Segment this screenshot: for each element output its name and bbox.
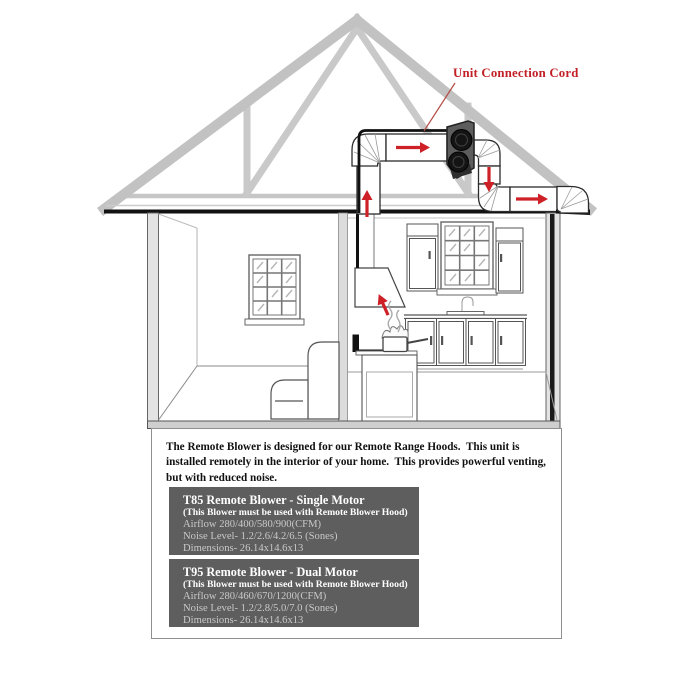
motor-top <box>451 130 472 151</box>
unit-connection-cord-label: Unit Connection Cord <box>453 66 579 80</box>
upper-cabinet-right <box>496 228 523 293</box>
wall-outlet <box>353 335 360 353</box>
sink-counter <box>404 297 527 319</box>
upper-cabinet-left <box>407 224 438 291</box>
product-info-box <box>151 428 562 639</box>
t85-note: (This Blower must be used with Remote Blower Hood) <box>183 507 408 518</box>
range-hood <box>355 214 405 307</box>
living-room <box>159 214 340 420</box>
roof-truss <box>104 20 590 209</box>
t95-note: (This Blower must be used with Remote Blower Hood) <box>183 579 408 590</box>
t85-title: T85 Remote Blower - Single Motor <box>183 493 365 507</box>
remote-blower-unit <box>447 121 474 179</box>
t95-dimensions: Dimensions- 26.14x14.6x13 <box>183 614 304 626</box>
t85-noise: Noise Level- 1.2/2.6/4.2/6.5 (Sones) <box>183 530 338 542</box>
t95-noise: Noise Level- 1.2/2.8/5.0/7.0 (Sones) <box>183 602 338 614</box>
motor-bottom <box>449 152 469 172</box>
sofa <box>271 342 339 419</box>
elbow-right-to-down <box>474 140 500 166</box>
t95-airflow: Airflow 280/460/670/1200(CFM) <box>183 590 327 602</box>
base-cabinets <box>406 319 526 370</box>
kitchen-window <box>437 222 497 295</box>
description-text: The Remote Blower is designed for our Remote Range Hoods. This unit is installed remotely in the interior of your home. This provides powerful venting, but with reduced noise. <box>166 441 549 484</box>
elbow-up-to-right <box>352 134 386 166</box>
kitchen <box>348 214 557 423</box>
t95-title: T95 Remote Blower - Dual Motor <box>183 565 358 579</box>
living-room-window <box>245 255 304 325</box>
t85-airflow: Airflow 280/400/580/900(CFM) <box>183 518 322 530</box>
t85-dimensions: Dimensions- 26.14x14.6x13 <box>183 542 304 554</box>
t95-spec-panel <box>169 559 419 627</box>
t85-spec-panel <box>169 487 419 555</box>
